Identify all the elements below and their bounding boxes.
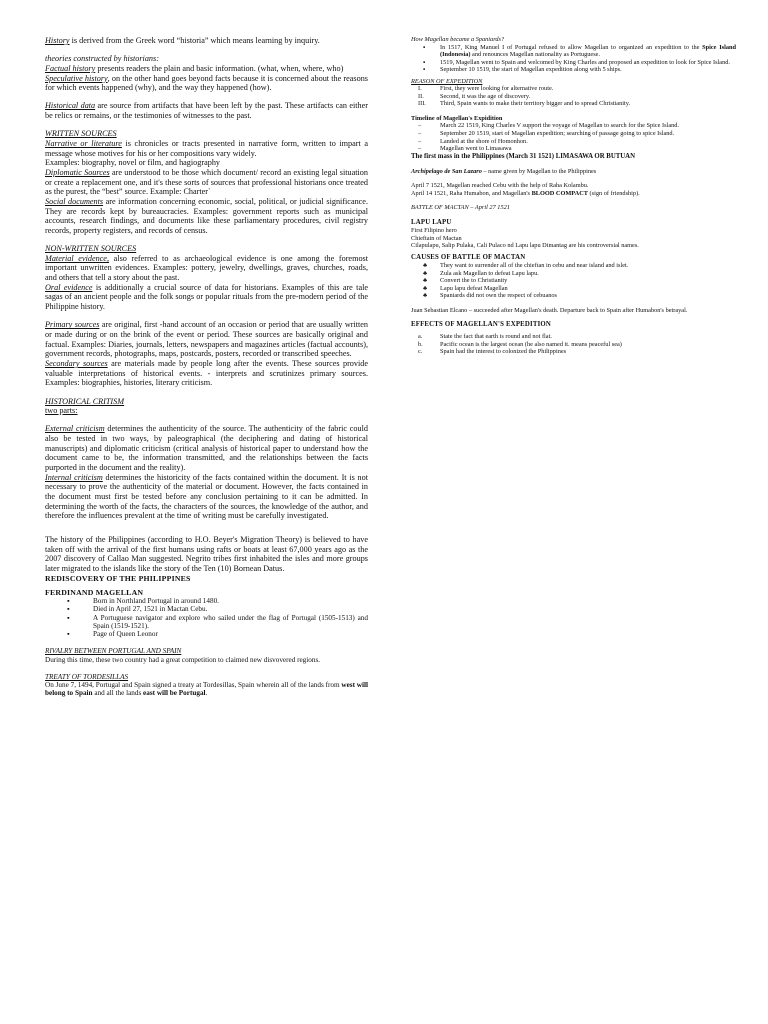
how-list [411, 44, 736, 74]
theories-heading: theories constructed by historians: [45, 54, 159, 64]
material-evidence [45, 254, 368, 283]
list-item-text: Lapu lapu defeat Magellan [440, 284, 508, 292]
list-letter: a. [418, 333, 423, 341]
dash-icon: – [418, 130, 422, 138]
two-parts-label: two parts: [45, 406, 78, 416]
secondary-term: Secondary sources [45, 358, 108, 368]
internal-def: determines the historicity of the facts contained within the document. It is not necessary to prove the authenticity of the material or document. However, the facts contained in the document must first be tested before any conclusion pertaining to it can be admitted. In determining the worth of the facts, the characters of the sources, the knowledge of the author, and therefore the influences prevalent at the time of writing must be carefully investigated. [45, 472, 369, 521]
bullet-icon: ▪ [67, 605, 70, 614]
bullet-icon: ▪ [67, 630, 70, 639]
list-item-text: Convert the to Christianity [440, 277, 508, 285]
list-item-text: Spaniards did not own the respect of cebuanos [440, 292, 557, 300]
list-item [45, 597, 368, 605]
list-item [411, 341, 736, 349]
list-item [411, 333, 736, 341]
club-bullet-icon: ♣ [423, 261, 428, 269]
diplomatic-source [45, 168, 368, 197]
treaty-heading: TREATY OF TORDESILLAS [45, 672, 129, 681]
nonwritten-sources-heading: NON-WRITTEN SOURCES [45, 244, 137, 254]
speculative-term: Speculative history [45, 73, 108, 83]
list-number: II. [418, 92, 424, 100]
material-term: Material evidence, [45, 253, 109, 263]
narrative-term: Narrative or literature [45, 138, 122, 148]
list-item [411, 130, 736, 138]
beyer-paragraph: The history of the Philippines (according to H.O. Beyer's Migration Theory) is believed to have taken off with the arrival of the first humans using rafts or boats at least 67,000 years ago as the 2007 discovery of Callao Man suggested. Negrito tribes first inhabited the isles and more groups later migrated to the islands like the story of the Ten (10) Bornean Datus. [45, 535, 368, 574]
diplomatic-def: are understood to be those which document/ record an existing legal situation or create a replacement one, and it's these sorts of sources that professional historians once treated as the purest, the “best” source. Example: Charter` [45, 167, 368, 197]
external-term: External criticism [45, 424, 105, 434]
april-7-line: April 7 1521, Magellan reached Cebu with the help of Raha Kolambu. [411, 182, 589, 190]
list-item-text: Spain had the interest to colonized the Philippines [440, 348, 567, 356]
factual-term: Factual history [45, 63, 96, 73]
history-definition [45, 36, 368, 46]
secondary-def: are materials made by people long after the events. These sources provide valuable interpretations of historical events. - interprets and scrutinizes primary sources. Examples: biographies, histories, literary criticism. [45, 358, 368, 388]
spice-island-bold: Spice Island (Indonesia) [440, 43, 736, 59]
treaty-bold-east: east will be Portugal [143, 689, 206, 698]
right-column [411, 36, 736, 356]
external-criticism [45, 424, 368, 472]
social-def: are information concerning economic, social, political, or judicial significance. They are records kept by bureaucracies. Examples: government reports such as municipal accounts, research findings, and documents like these parliamentary procedures, civil registry records, property registers, and records of census. [45, 196, 368, 235]
list-item-text: Zula ask Magellan to defeat Lapu lapu. [440, 269, 539, 277]
list-item-text: Page of Queen Leonor [93, 630, 158, 639]
bullet-icon: ▪ [67, 597, 70, 606]
narrative-examples: Examples: biography, novel or film, and hagiography [45, 158, 221, 168]
secondary-sources [45, 359, 368, 388]
list-item-text: Pacific ocean is the largest ocean (he also named it. means peaceful sea) [440, 340, 622, 348]
list-item [411, 93, 736, 101]
archipelago-def: – name given by Magellan to the Philippines [481, 167, 597, 175]
april-14-line [411, 190, 736, 198]
oral-term: Oral evidence [45, 282, 93, 292]
archipelago-line [411, 168, 736, 176]
treaty-text-2: and all the lands [92, 689, 144, 698]
effects-list [411, 333, 736, 356]
narrative-source [45, 139, 368, 158]
list-item-text: Second, it was the age of discovery. [440, 92, 531, 100]
archipelago-term: Archipelago de San Lazaro [411, 167, 482, 175]
list-item-text: Magellan went to Limasawa [440, 145, 512, 153]
bullet-icon: ▪ [423, 58, 426, 66]
list-item [411, 122, 736, 130]
timeline-list [411, 122, 736, 152]
timeline-heading: Timeline of Magellan's Expidition [411, 114, 503, 122]
treaty-bold-west: west will belong to Spain [45, 680, 368, 698]
treaty-text-1: On June 7, 1494, Portugal and Spain signed a treaty at Tordesillas, Spain wherein all of the lands from [45, 680, 342, 689]
lapu-line-1: First Filipino hero [411, 227, 457, 235]
internal-term: Internal criticism [45, 472, 103, 482]
magellan-facts-list [45, 597, 368, 638]
bullet-icon: ▪ [423, 43, 426, 51]
speculative-history [45, 74, 368, 93]
list-item [411, 285, 736, 293]
narrative-def: is chronicles or tracts presented in narrative form, written to impart a message whose motives for his or her compositions vary widely. [45, 138, 368, 158]
causes-list [411, 262, 736, 300]
list-number: III. [418, 100, 426, 108]
list-item [411, 262, 736, 270]
club-bullet-icon: ♣ [423, 269, 428, 277]
list-letter: c. [418, 348, 423, 356]
list-item [411, 348, 736, 356]
april-14-end: (sign of friendship). [587, 189, 640, 197]
club-bullet-icon: ♣ [423, 284, 428, 292]
left-column [45, 36, 368, 698]
written-sources-heading: WRITTEN SOURCES [45, 129, 117, 139]
list-item [411, 270, 736, 278]
reason-list [411, 85, 736, 108]
treaty-end: . [205, 689, 208, 698]
treaty-text [45, 681, 368, 698]
hdata-term: Historical data [45, 101, 96, 111]
list-item-text: September 20 1519, start of Magellan expedition; searching of passage going to spice Island. [440, 130, 675, 138]
list-item [45, 605, 368, 613]
speculative-def: , on the other hand goes beyond facts because it is concerned about the reasons for which events happened (why), and the way they happened (how). [45, 73, 368, 93]
first-mass: The first mass in the Philippines (March 31 1521) LIMASAWA OR BUTUAN [411, 152, 635, 160]
list-item [411, 100, 736, 108]
social-term: Social documents [45, 196, 104, 206]
external-def: determines the authenticity of the source. The authenticity of the fabric could also be tested in two ways, by paleographical (the deciphering and dating of historical manuscripts) and diplomatic criticism (critical analysis of historical paper to understand how the document came to be, the information transmitted, and the relationships between the facts purported in the document and the reality). [45, 424, 368, 473]
history-def-text: is derived from the Greek word “historia” which means learning by inquiry. [69, 36, 320, 45]
list-item-text: In 1517, King Manuel I of Portugal refused to allow Magellan to organized an expedition to the [440, 43, 703, 51]
criticism-heading: HISTORICAL CRITISM [45, 396, 125, 406]
list-item-text: Born in Northland Portugal in around 1480. [93, 597, 219, 606]
list-item-text: Landed at the shore of Homonhon. [440, 137, 528, 145]
club-bullet-icon: ♣ [423, 277, 428, 285]
list-item [45, 614, 368, 631]
list-item-text: September 10 1519, the start of Magellan expedition along with 5 ships. [440, 66, 622, 74]
list-item [411, 145, 736, 153]
list-item [411, 59, 736, 67]
oral-def: is additionally a crucial source of data for historians. Examples of this are tale sagas of an ancient people and the folk songs or popular rituals from the pre-modern period of the Philippine history. [45, 282, 368, 312]
list-item-text: March 22 1519, King Charles V support the voyage of Magellan to search for the Spice Island. [440, 122, 679, 130]
battle-line: BATTLE OF MACTAN – April 27 1521 [411, 204, 510, 212]
internal-criticism [45, 473, 368, 521]
club-bullet-icon: ♣ [423, 292, 428, 300]
april-14-text: April 14 1521, Raha Humabon, and Magellan's [411, 189, 532, 197]
list-letter: b. [418, 340, 423, 348]
bullet-icon: ▪ [67, 613, 70, 622]
material-def: also referred to as archaeological evidence is one among the foremost important unwritten evidences. Examples: pottery, jewelry, dwellings, graves, churches, roads, and others that tell a story about the past. [45, 253, 368, 283]
primary-def: are original, first -hand account of an occasion or period that are usually written or made during or on the brink of the event or period. These sources are basically original and factual. Examples: Diaries, journals, letters, newspapers and magazines articles (factual accounts), government records, photographs, maps, postcards, posters, recorded or transcribed speeches. [45, 320, 369, 359]
list-item [411, 66, 736, 74]
primary-term: Primary sources [45, 320, 100, 330]
list-item-text: A Portuguese navigator and explore who sailed under the flag of Portugal (1505-1513) and Spain (1519-1521). [93, 613, 368, 630]
factual-history [45, 64, 368, 74]
hdata-def: are source from artifacts that have been left by the past. These artifacts can either be relics or remains, or the testimonies of witnesses to the past. [45, 101, 368, 121]
list-item-text: They want to surrender all of the chieftan in cebu and near island and islet. [440, 261, 629, 269]
reason-heading: REASON OF EXPEDITION [411, 77, 483, 85]
list-item [411, 292, 736, 300]
magellan-heading: FERDINAND MAGELLAN [45, 587, 144, 597]
list-item-text: First, they were looking for alternative route. [440, 85, 554, 93]
list-item [411, 44, 736, 59]
lapu-line-3: Cilapulapu, Salip Pulaka, Cali Pulaco nd Lapu lapu Dimantag are his controversial names. [411, 242, 639, 250]
list-item-text: 1519, Magellan went to Spain and welcomed by King Charles and proposed an expedition to look for Spice Island. [440, 58, 730, 66]
list-number: I. [418, 85, 422, 93]
dash-icon: – [418, 137, 422, 145]
bullet-icon: ▪ [423, 66, 426, 74]
list-item-text: State the fact that earth is round and not flat. [440, 333, 552, 341]
list-item [45, 630, 368, 638]
list-item-text-end: and renounces Magellan nationality as Portuguese. [470, 51, 601, 59]
effects-heading: EFFECTS OF MAGELLAN'S EXPEDITION [411, 321, 552, 329]
historical-data [45, 101, 368, 120]
list-item-text: Third, Spain wants to make their territory bigger and to spread Christianity. [440, 100, 631, 108]
causes-heading: CAUSES OF BATTLE OF MACTAN [411, 253, 526, 261]
elcano-paragraph: Juan Sebastian Elcano – succeeded after Magellan's death. Departure back to Spain after Humabon's betrayal. [411, 306, 688, 314]
oral-evidence [45, 283, 368, 312]
rediscovery-heading: REDISCOVERY OF THE PHILIPPINES [45, 573, 191, 583]
social-documents [45, 197, 368, 236]
rivalry-heading: RIVALRY BETWEEN PORTUGAL AND SPAIN [45, 647, 182, 656]
list-item-text: Died in April 27, 1521 in Mactan Cebu. [93, 605, 208, 614]
list-item [411, 277, 736, 285]
dash-icon: – [418, 122, 422, 130]
list-item [411, 138, 736, 146]
diplomatic-term: Diplomatic Sources [45, 167, 110, 177]
lapu-line-2: Chieftain of Mactan [411, 234, 462, 242]
factual-def: presents readers the plain and basic information. (what, when, where, who) [95, 63, 344, 73]
list-item [411, 85, 736, 93]
primary-sources [45, 320, 368, 359]
blood-compact: BLOOD COMPACT [531, 189, 588, 197]
how-heading: How Magellan became a Spaniards? [411, 36, 505, 43]
lapu-heading: LAPU LAPU [411, 219, 452, 226]
dash-icon: – [418, 145, 422, 153]
rivalry-text: During this time, these two country had a great competition to claimed new disvovered regions. [45, 655, 321, 664]
history-term: History [45, 36, 70, 45]
